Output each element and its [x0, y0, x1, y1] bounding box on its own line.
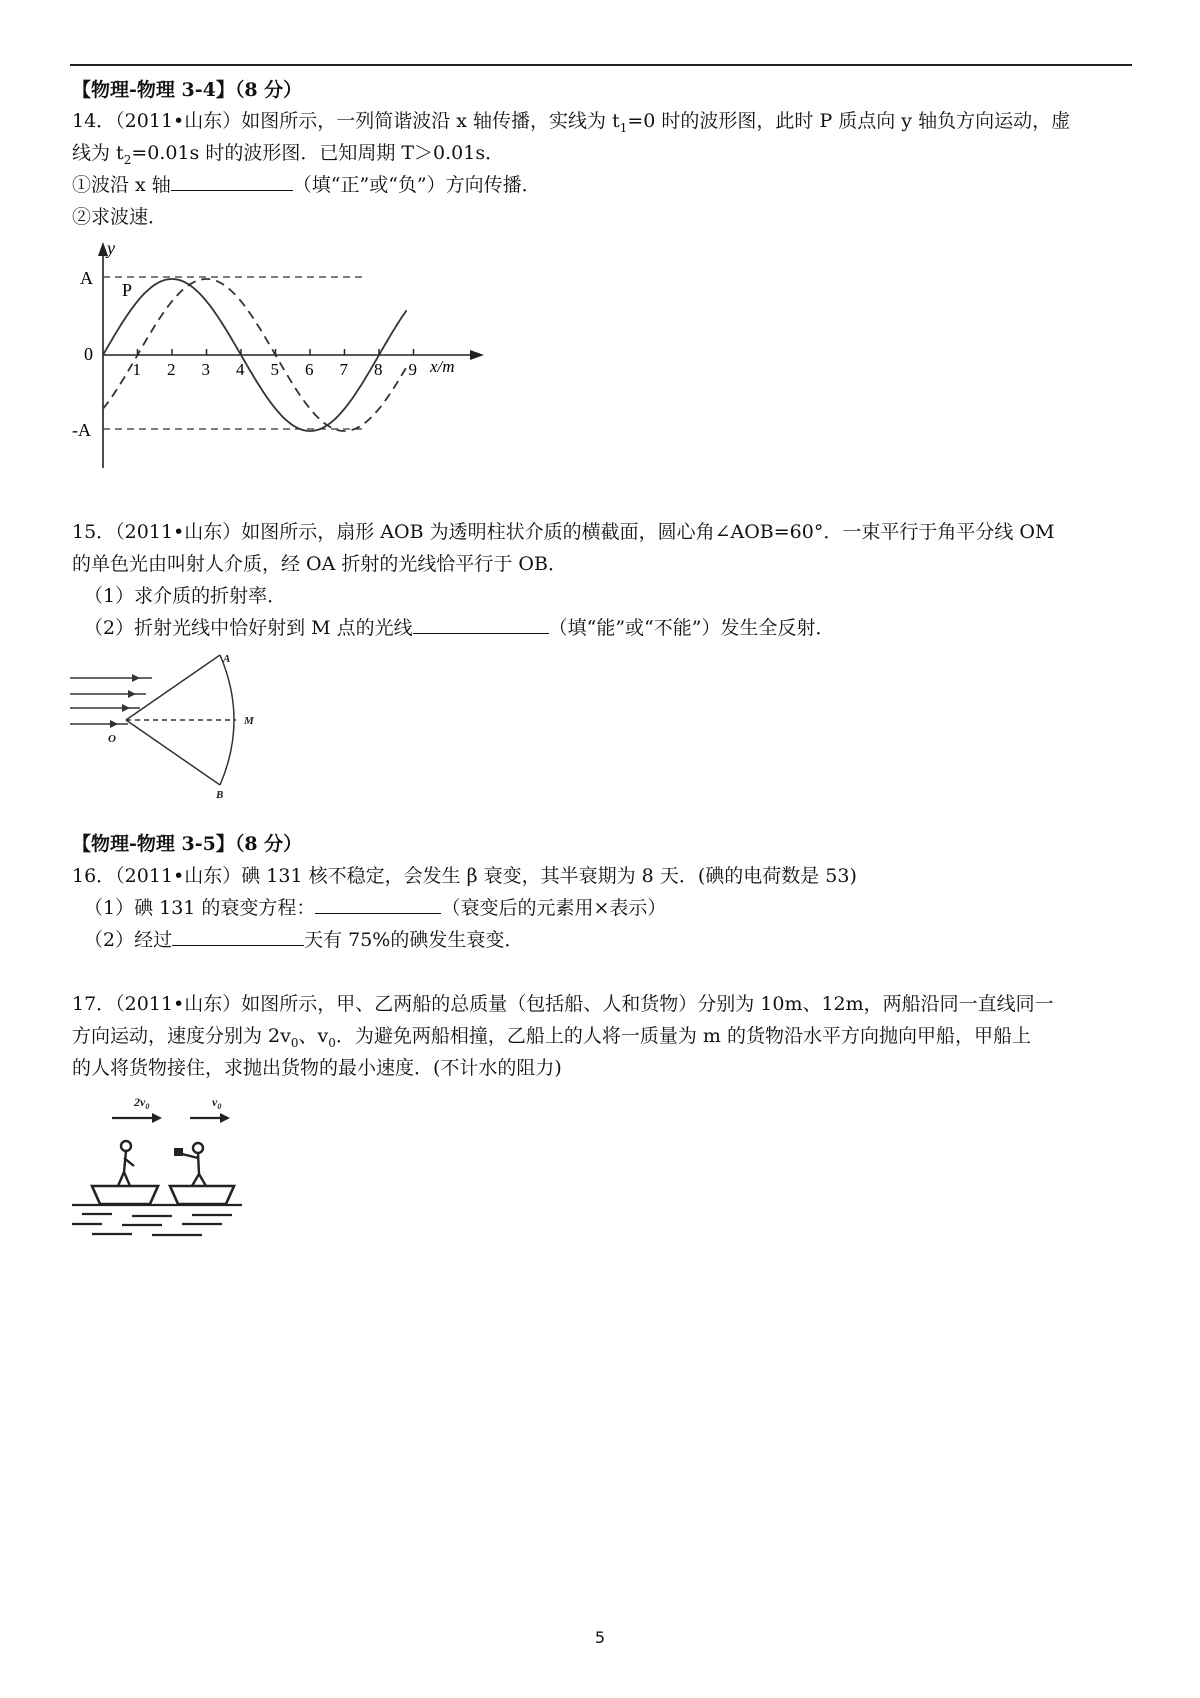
section-header-3-4: 【物理-物理 3-4】（8 分）	[72, 79, 303, 101]
q14-answer-blank[interactable]	[171, 171, 293, 191]
top-rule	[70, 64, 1132, 66]
q15-line-2: 的单色光由叫射人介质，经 OA 折射的光线恰平行于 OB．	[72, 553, 567, 575]
x-tick-label: 6	[305, 360, 314, 379]
ray-arrow	[128, 690, 136, 698]
boats-figure	[72, 1088, 272, 1243]
amplitude-label-top: A	[80, 268, 93, 288]
q16-answer-blank-1[interactable]	[315, 894, 441, 914]
sector-edge-ob	[126, 720, 220, 785]
person-a-leg	[118, 1172, 124, 1186]
x-tick-label: 5	[270, 360, 279, 379]
q15-part-1: （1）求介质的折射率．	[84, 585, 287, 607]
point-b-label: B	[216, 789, 224, 800]
x-tick-label: 8	[374, 360, 383, 379]
point-m-label: M	[244, 715, 254, 727]
person-b-leg	[199, 1174, 206, 1186]
arrowhead-a	[152, 1113, 162, 1123]
origin-label: 0	[84, 344, 93, 364]
person-a-body	[124, 1151, 126, 1172]
arrowhead-b	[220, 1113, 230, 1123]
boat-b	[170, 1186, 234, 1204]
section-header-3-5: 【物理-物理 3-5】（8 分）	[72, 833, 303, 855]
cargo-box	[174, 1148, 183, 1156]
x-tick-label: 4	[236, 360, 245, 379]
boat-a	[92, 1186, 158, 1204]
ray-arrow	[132, 674, 140, 682]
wave-figure	[70, 240, 510, 480]
x-axis-label: x/m	[430, 357, 455, 376]
x-tick-label: 9	[408, 360, 417, 379]
person-b-leg	[192, 1174, 199, 1186]
x-tick-label: 1	[132, 360, 141, 379]
ray-arrow	[122, 704, 130, 712]
sector-figure	[70, 650, 270, 800]
person-a-head	[121, 1141, 131, 1151]
point-p-label: P	[122, 280, 133, 300]
sector-edge-oa	[126, 655, 220, 720]
ray-arrow	[110, 720, 118, 728]
velocity-label-boat-b: $v_0$	[212, 1095, 222, 1111]
q16-answer-blank-2[interactable]	[172, 926, 304, 946]
page-number: 5	[594, 1628, 606, 1647]
q14-line-1: 14．（2011•山东）如图所示，一列简谐波沿 x 轴传播，实线为 $t_1=0$ 时的波形图，此时 P 质点向 y 轴负方向运动，虚	[72, 110, 1071, 135]
q15-answer-blank[interactable]	[413, 614, 549, 634]
person-b-body	[198, 1153, 199, 1174]
q14-part-2: ②求波速．	[72, 206, 168, 228]
person-b-arm	[182, 1154, 198, 1158]
q16-line-1: 16．（2011•山东）碘 131 核不稳定，会发生 β 衰变，其半衰期为 8 天．(碘的电荷数是 53)	[72, 865, 857, 887]
q17-line-1: 17．（2011•山东）如图所示，甲、乙两船的总质量（包括船、人和货物）分别为 10m、12m，两船沿同一直线同一	[72, 993, 1054, 1015]
x-tick-label: 2	[167, 360, 176, 379]
person-a-leg	[124, 1172, 130, 1186]
q16-part-2: （2）经过 天有 75%的碘发生衰变．	[84, 926, 523, 954]
x-axis-arrow	[470, 350, 484, 360]
q15-line-1: 15．（2011•山东）如图所示，扇形 AOB 为透明柱状介质的横截面，圆心角∠AOB=60°．一束平行于角平分线 OM	[72, 521, 1055, 543]
q17-line-3: 的人将货物接住，求抛出货物的最小速度．(不计水的阻力)	[72, 1057, 562, 1079]
person-b-head	[193, 1143, 203, 1153]
point-a-label: A	[223, 653, 231, 665]
velocity-label-boat-a: $2v_0$	[134, 1095, 150, 1111]
q16-part-1: （1）碘 131 的衰变方程： （衰变后的元素用×表示）	[84, 894, 666, 922]
amplitude-label-bottom: -A	[72, 420, 91, 440]
q14-part-1: ①波沿 x 轴 （填“正”或“负”）方向传播．	[72, 171, 541, 199]
y-axis-label: y	[107, 240, 115, 258]
q15-part-2: （2）折射光线中恰好射到 M 点的光线 （填“能”或“不能”）发生全反射．	[84, 614, 834, 642]
point-o-label: O	[108, 733, 116, 745]
x-tick-label: 3	[201, 360, 210, 379]
x-tick-label: 7	[339, 360, 348, 379]
q17-line-2: 方向运动，速度分别为 $2v_0$、$v_0$．为避免两船相撞，乙船上的人将一质量为 m 的货物沿水平方向抛向甲船，甲船上	[72, 1025, 1031, 1050]
q14-line-2: 线为 $t_2=0.01s$ 时的波形图．已知周期 T＞0.01s．	[72, 142, 505, 167]
